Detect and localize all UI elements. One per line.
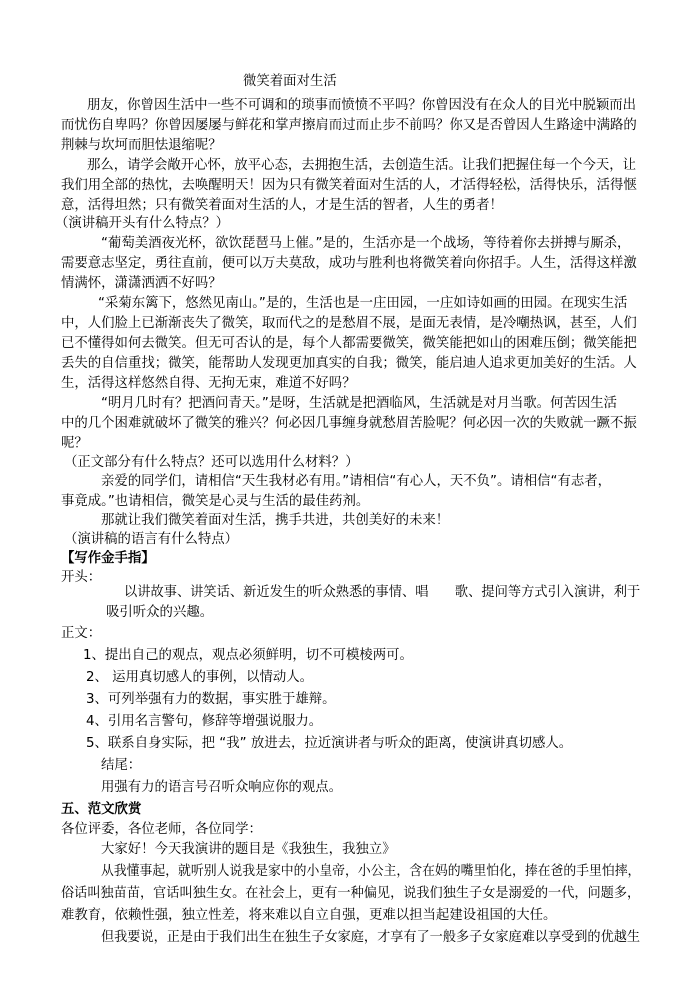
document-title: 微笑着面对生活	[243, 74, 337, 89]
paragraph-line: “葡萄美酒夜光杯，欲饮琵琶马上催。”是的，生活亦是一个战场，等待着你去拼搏与厮杀，	[101, 236, 631, 251]
paragraph-line: 呢？	[61, 436, 88, 451]
paragraph-line: “明月几时有？把酒问青天。”是呀，生活就是把酒临风，生活就是对月当歌。何苦因生活	[101, 396, 618, 411]
body-label: 正文：	[61, 626, 102, 641]
paragraph-line: 那么，请学会敞开心怀，放平心态，去拥抱生活，去创造生活。让我们把握住每一个今天，让	[87, 158, 637, 173]
list-item: 3、可列举强有力的数据，事实胜于雄辩。	[86, 692, 336, 707]
list-item: 2、 运用真切感人的事例，以情动人。	[86, 670, 314, 685]
section-heading: 五、范文欣赏	[61, 802, 142, 817]
list-item: 5、联系自身实际，把 “我” 放进去，拉近演讲者与听众的距离，使演讲真切感人。	[86, 736, 573, 751]
opening-text: 吸引听众的兴趣。	[106, 605, 214, 620]
question-note: （演讲稿开头有什么特点？）	[55, 216, 230, 231]
paragraph-line: 丢失的自信重找；微笑，能帮助人发现更加真实的自我；微笑，能启迪人追求更加美好的生活。人	[61, 356, 637, 371]
paragraph-line: 事竟成。”也请相信，微笑是心灵与生活的最佳药剂。	[61, 494, 370, 509]
ending-label: 结尾：	[101, 758, 142, 773]
section-heading: 【写作金手指】	[61, 551, 155, 566]
paragraph-line: 从我懂事起，就听别人说我是家中的小皇帝，小公主，含在妈的嘴里怕化，捧在爸的手里怕摔，	[101, 864, 641, 879]
paragraph-line: 俗话叫独苗苗，官话叫独生女。在社会上，更有一种偏见，说我们独生子女是溺爱的一代，问题多，	[61, 886, 641, 901]
paragraph-line: 生，活得这样悠然自得、无拘无束，难道不好吗？	[61, 376, 356, 391]
paragraph-line: “采菊东篱下，悠然见南山。”是的，生活也是一庄田园，一庄如诗如画的田园。在现实生活	[98, 296, 628, 311]
opening-label: 开头：	[61, 570, 102, 585]
paragraph-line: 已不懂得如何去微笑。但无可否认的是，每个人都需要微笑，微笑能把如山的困难压倒；微笑能把	[61, 336, 637, 351]
paragraph-line: 情满怀，潇潇洒洒不好吗？	[61, 276, 222, 291]
paragraph-line: 意，活得坦然；只有微笑着面对生活的人，才是生活的智者，人生的勇者！	[61, 198, 503, 213]
paragraph-line: 需要意志坚定，勇往直前，便可以万夫莫敌，成功与胜利也将微笑着向你招手。人生，活得这样激	[61, 256, 637, 271]
opening-text: 以讲故事、讲笑话、新近发生的听众熟悉的事情、唱 歌、提问等方式引入演讲，利于	[124, 585, 641, 600]
paragraph-line: 但我要说，正是由于我们出生在独生子女家庭，才享有了一般多子女家庭难以享受到的优越生	[101, 930, 641, 945]
paragraph-line: 朋友，你曾因生活中一些不可调和的琐事而愤愤不平吗？你曾因没有在众人的目光中脱颖而出	[87, 98, 637, 113]
question-note: （演讲稿的语言有什么特点）	[64, 532, 239, 547]
paragraph-line: 中的几个困难就破坏了微笑的雅兴？何必因几事缠身就愁眉苦脸呢？何必因一次的失败就一蹶不振	[61, 416, 637, 431]
list-item: 1、提出自己的观点，观点必须鲜明，切不可模棱两可。	[83, 648, 413, 663]
ending-text: 用强有力的语言号召听众响应你的观点。	[101, 780, 343, 795]
list-item: 4、引用名言警句，修辞等增强说服力。	[86, 714, 323, 729]
paragraph-line: 大家好！今天我演讲的题目是《我独生，我独立》	[101, 842, 396, 857]
paragraph-line: 难教育，依赖性强，独立性差，将来难以自立自强，更难以担当起建设祖国的大任。	[61, 908, 557, 923]
paragraph-line: 那就让我们微笑着面对生活，携手共进，共创美好的未来！	[101, 513, 450, 528]
paragraph-line: 我们用全部的热忱，去唤醒明天！因为只有微笑着面对生活的人，才活得轻松，活得快乐，活得惬	[61, 178, 637, 193]
question-note: （正文部分有什么特点？还可以选用什么材料？）	[64, 455, 359, 470]
greeting: 各位评委，各位老师，各位同学：	[61, 822, 262, 837]
paragraph-line: 而忧伤自卑吗？你曾因屡屡与鲜花和掌声擦肩而过而止步不前吗？你又是否曾因人生路途中满路的	[61, 118, 637, 133]
paragraph-line: 荆棘与坎坷而胆怯退缩呢？	[61, 138, 222, 153]
paragraph-line: 中，人们脸上已渐渐丧失了微笑，取而代之的是愁眉不展，是面无表情，是冷嘲热讽，甚至，人们	[61, 316, 637, 331]
paragraph-line: 亲爱的同学们，请相信“天生我材必有用。”请相信“有心人，天不负”。请相信“有志者，	[101, 474, 612, 489]
